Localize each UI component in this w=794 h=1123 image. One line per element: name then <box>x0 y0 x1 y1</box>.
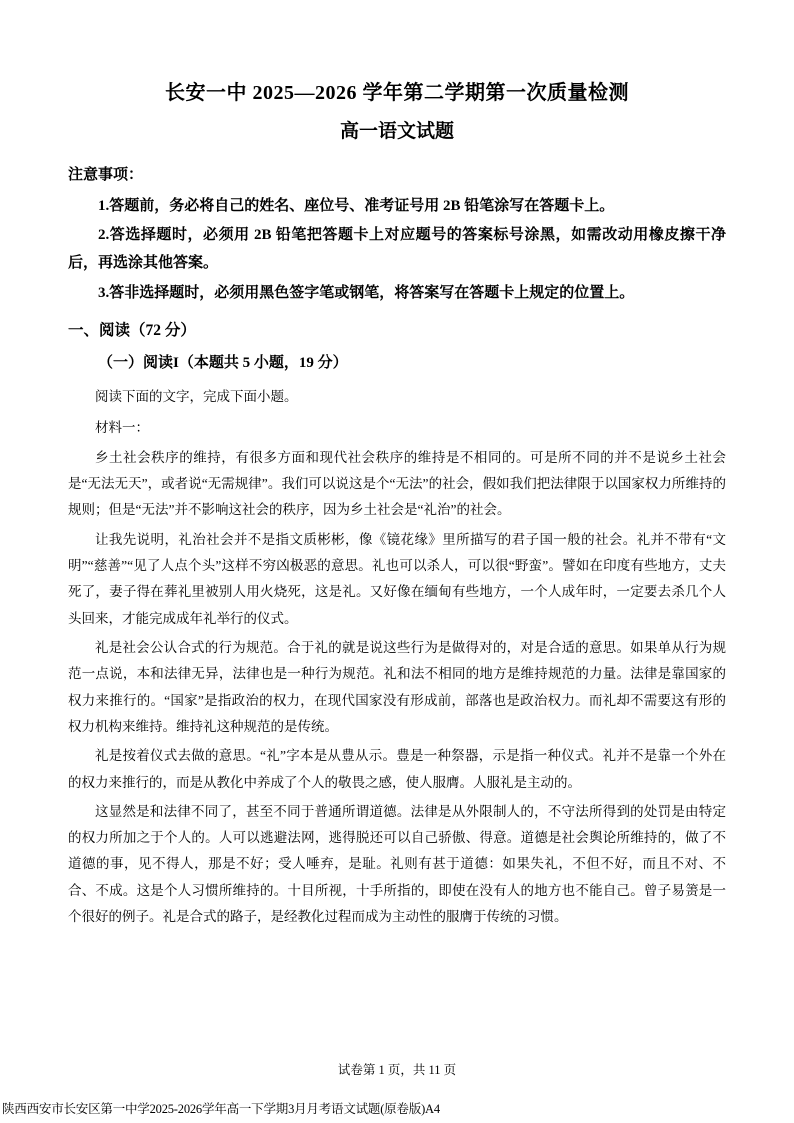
body-paragraph: 乡土社会秩序的维持，有很多方面和现代社会秩序的维持是不相同的。可是所不同的并不是说乡土社会是“无法无天”，或者说“无需规律”。我们可以说这是个“无法”的社会，假如我们把法律限于以国家权力所维持的规则；但是“无法”并不影响这社会的秩序，因为乡土社会是“礼治”的社会。 <box>68 449 726 518</box>
notice-heading: 注意事项： <box>68 166 144 183</box>
page-title: 长安一中 2025—2026 学年第二学期第一次质量检测 <box>165 82 629 104</box>
page-subtitle: 高一语文试题 <box>339 121 454 142</box>
reading-instruction: 阅读下面的文字，完成下面小题。 <box>95 388 298 404</box>
footer-source-line: 陕西西安市长安区第一中学2025-2026学年高一下学期3月月考语文试题(原卷版)A4 <box>2 1102 440 1116</box>
notice-item-2: 2.答选择题时，必须用 2B 铅笔把答题卡上对应题号的答案标号涂黑，如需改动用橡皮擦干净后，再选涂其他答案。 <box>68 227 726 271</box>
notice-item-3: 3.答非选择题时，必须用黑色签字笔或钢笔，将答案写在答题卡上规定的位置上。 <box>98 284 635 301</box>
body-paragraph: 让我先说明，礼治社会并不是指文质彬彬，像《镜花缘》里所描写的君子国一般的社会。礼并不带有“文明”“慈善”“见了人点个头”这样不穷凶极恶的意思。礼也可以杀人，可以很“野蛮”。譬如在印度有些地方，丈夫死了，妻子得在葬礼里被别人用火烧死，这是礼。又好像在缅甸有些地方，一个人成年时，一定要去杀几个人头回来，才能完成成年礼举行的仪式。 <box>68 531 726 626</box>
notice-item-1: 1.答题前，务必将自己的姓名、座位号、准考证号用 2B 铅笔涂写在答题卡上。 <box>98 197 615 214</box>
footer-page-number: 试卷第 1 页，共 11 页 <box>337 1062 457 1077</box>
body-paragraph: 这显然是和法律不同了，甚至不同于普通所谓道德。法律是从外限制人的，不守法所得到的处罚是由特定的权力所加之于个人的。人可以逃避法网，逃得脱还可以自己骄傲、得意。道德是社会舆论所维持的，做了不道德的事，见不得人，那是不好；受人唾弃，是耻。礼则有甚于道德：如果失礼，不但不好，而且不对、不合、不成。这是个人习惯所维持的。十目所视，十手所指的，即使在没有人的地方也不能自己。曾子易箦是一个很好的例子。礼是合式的路子，是经教化过程而成为主动性的服膺于传统的习惯。 <box>68 803 726 925</box>
body-paragraph: 礼是按着仪式去做的意思。“礼”字本是从豊从示。豊是一种祭器，示是指一种仪式。礼并不是靠一个外在的权力来推行的，而是从教化中养成了个人的敬畏之感，使人服膺。人服礼是主动的。 <box>68 748 726 790</box>
subsection-heading-reading-1: （一）阅读I（本题共 5 小题，19 分） <box>98 354 348 371</box>
section-heading-reading: 一、阅读（72 分） <box>68 321 196 339</box>
body-paragraph: 礼是社会公认合式的行为规范。合于礼的就是说这些行为是做得对的，对是合适的意思。如果单从行为规范一点说，本和法律无异，法律也是一种行为规范。礼和法不相同的地方是维持规范的力量。法律是靠国家的权力来推行的。“国家”是指政治的权力，在现代国家没有形成前，部落也是政治权力。而礼却不需要这有形的权力机构来维持。维持礼这种规范的是传统。 <box>68 639 726 734</box>
material-label-one: 材料一： <box>95 419 149 435</box>
